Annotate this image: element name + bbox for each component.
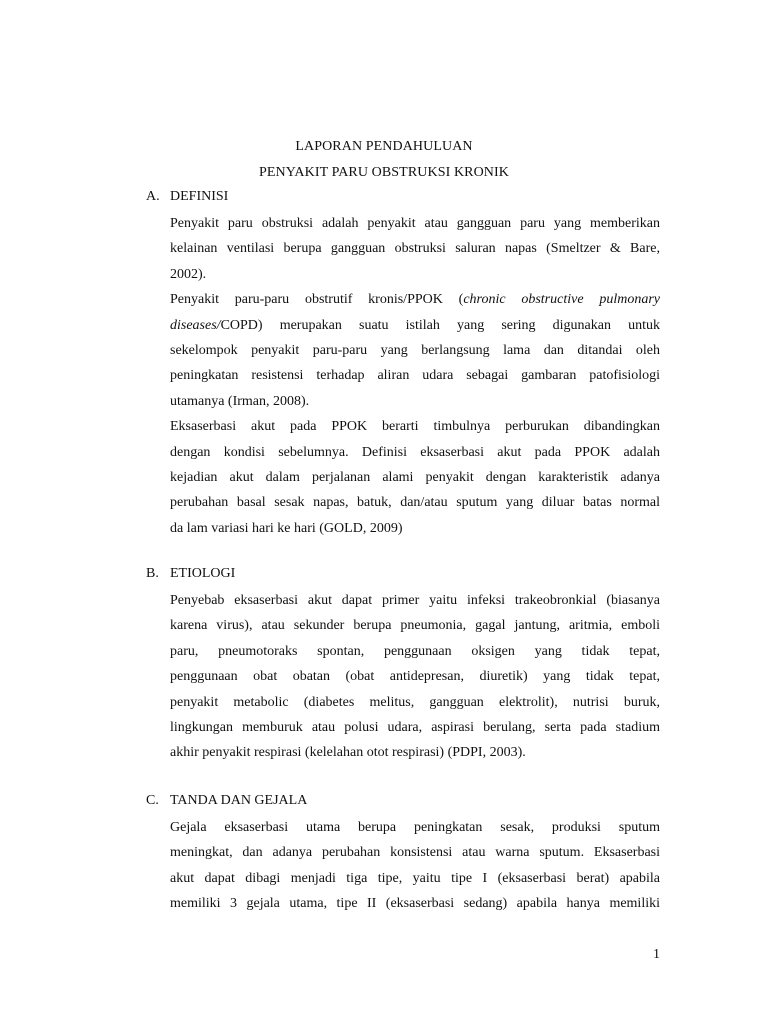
paragraph-line: penggunaan obat obatan (obat antidepresan, diuretik) yang tidak tepat, bbox=[170, 669, 660, 685]
section-title: DEFINISI bbox=[170, 189, 229, 204]
paragraph-line: dengan kondisi sebelumnya. Definisi eksaserbasi akut pada PPOK adalah bbox=[170, 444, 660, 460]
section-heading bbox=[146, 565, 666, 583]
section-tanda-dan-gejala bbox=[146, 792, 666, 917]
section-letter: A. bbox=[146, 189, 160, 204]
paragraph-line: Gejala eksaserbasi utama berupa peningkatan sesak, produksi sputum bbox=[170, 820, 660, 835]
paragraph-line: kelainan ventilasi berupa gangguan obstruksi saluran napas (Smeltzer & Bare, bbox=[170, 241, 660, 257]
section-letter: B. bbox=[146, 566, 159, 581]
paragraph-line bbox=[170, 287, 660, 312]
section-body bbox=[146, 206, 666, 541]
section-heading bbox=[146, 792, 666, 810]
paragraph-line: sekelompok penyakit paru-paru yang berlangsung lama dan ditandai oleh bbox=[170, 342, 660, 358]
document-title: LAPORAN PENDAHULUAN bbox=[295, 139, 473, 154]
paragraph-line: meningkat, dan adanya perubahan konsistensi atau warna sputum. Eksaserbasi bbox=[170, 845, 660, 861]
section-definisi bbox=[146, 188, 666, 541]
paragraph-line: karena virus), atau sekunder berupa pneumonia, gagal jantung, aritmia, emboli bbox=[170, 618, 660, 634]
section-title: ETIOLOGI bbox=[170, 566, 236, 581]
paragraph-line: akut dapat dibagi menjadi tiga tipe, yaitu tipe I (eksaserbasi berat) apabila bbox=[170, 870, 660, 886]
paragraph-line: kejadian akut dalam perjalanan alami penyakit dengan karakteristik adanya bbox=[170, 469, 660, 485]
paragraph-line: Penyakit paru obstruksi adalah penyakit atau gangguan paru yang memberikan bbox=[170, 216, 660, 231]
section-title: TANDA DAN GEJALA bbox=[170, 793, 308, 808]
section-etiologi bbox=[146, 565, 666, 766]
paragraph-line: da lam variasi hari ke hari (GOLD, 2009) bbox=[170, 520, 403, 536]
section-body bbox=[146, 583, 666, 766]
section-letter: C. bbox=[146, 793, 159, 808]
page-number: 1 bbox=[653, 947, 660, 962]
document-subtitle: PENYAKIT PARU OBSTRUKSI KRONIK bbox=[259, 165, 509, 180]
paragraph-line: Eksaserbasi akut pada PPOK berarti timbulnya perburukan dibandingkan bbox=[170, 419, 660, 435]
italic-term: chronic obstructive pulmonary bbox=[463, 292, 660, 308]
italic-term: diseases/ bbox=[170, 317, 221, 333]
line-text: Penyakit paru-paru obstrutif kronis/PPOK ( bbox=[170, 292, 464, 308]
section-body bbox=[146, 810, 666, 917]
paragraph-line: 2002). bbox=[170, 266, 207, 282]
section-heading bbox=[146, 188, 666, 206]
paragraph-line: akhir penyakit respirasi (kelelahan otot respirasi) (PDPI, 2003). bbox=[170, 745, 526, 761]
paragraph-line: peningkatan resistensi terhadap aliran udara sebagai gambaran patofisiologi bbox=[170, 368, 660, 384]
paragraph-line: lingkungan memburuk atau polusi udara, aspirasi berulang, serta pada stadium bbox=[170, 719, 660, 735]
paragraph-line bbox=[170, 313, 660, 338]
paragraph-line: penyakit metabolic (diabetes melitus, gangguan elektrolit), nutrisi buruk, bbox=[170, 694, 660, 710]
paragraph-line: Penyebab eksaserbasi akut dapat primer yaitu infeksi trakeobronkial (biasanya bbox=[170, 593, 660, 608]
paragraph-line: paru, pneumotoraks spontan, penggunaan oksigen yang tidak tepat, bbox=[170, 643, 660, 659]
line-text: COPD) merupakan suatu istilah yang sering digunakan untuk bbox=[220, 317, 660, 333]
paragraph-line: utamanya (Irman, 2008). bbox=[170, 393, 310, 409]
paragraph-line: memiliki 3 gejala utama, tipe II (eksaserbasi sedang) apabila hanya memiliki bbox=[170, 896, 660, 912]
paragraph-line: perubahan basal sesak napas, batuk, dan/atau sputum yang diluar batas normal bbox=[170, 495, 660, 511]
